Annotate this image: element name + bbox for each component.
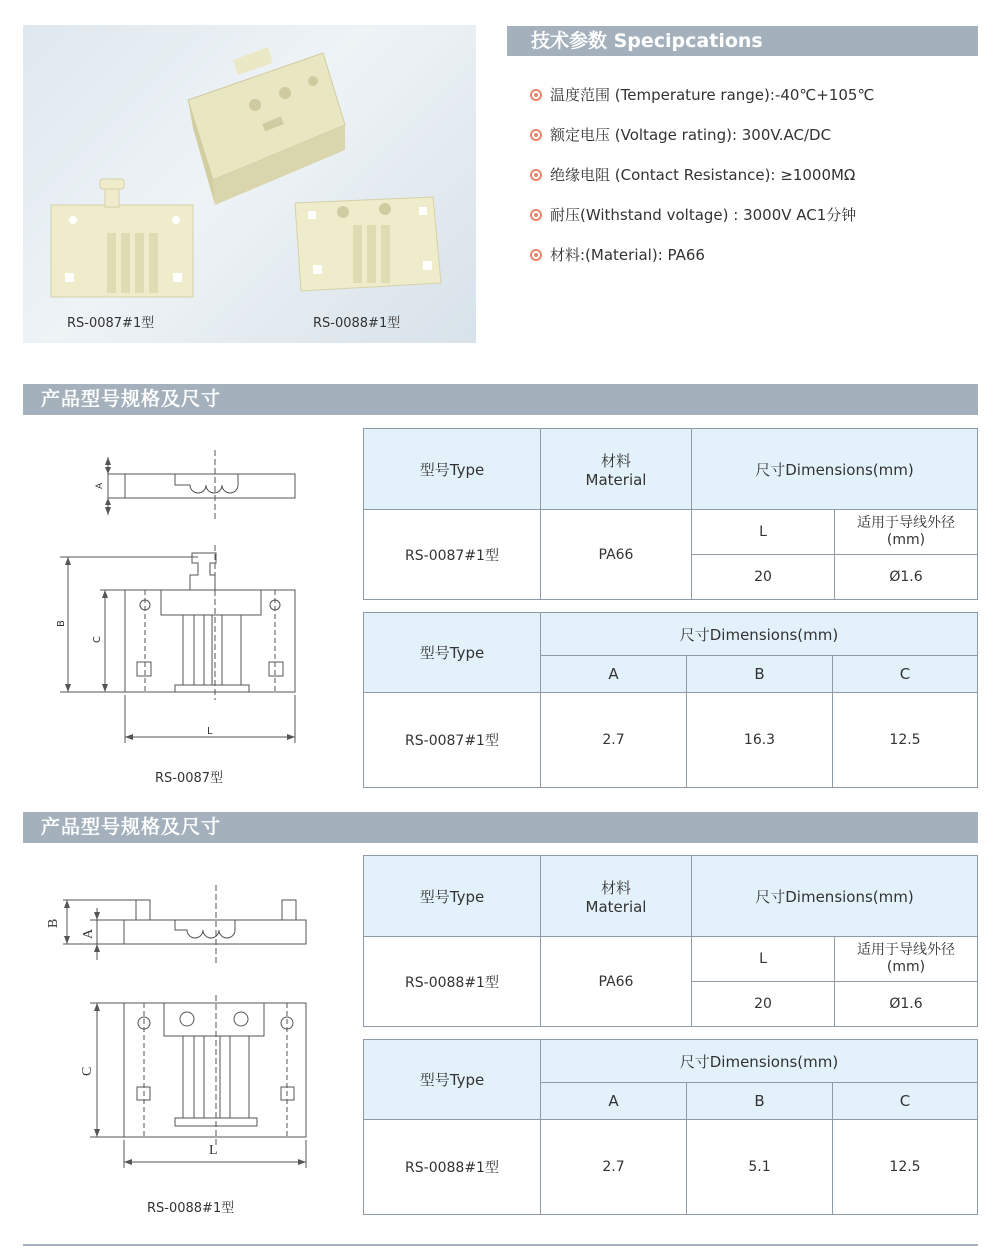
spec-item-voltage: 额定电压 (Voltage rating): 300V.AC/DC xyxy=(530,115,874,155)
sub-header-b: B xyxy=(687,1083,833,1120)
sub-header-a: A xyxy=(541,656,687,693)
cell-model: RS-0087#1型 xyxy=(364,510,541,600)
cell-model: RS-0088#1型 xyxy=(364,1120,541,1215)
sub-header-l: L xyxy=(692,937,835,982)
col-type-header: 型号Type xyxy=(364,429,541,510)
connector-rs-0088 xyxy=(295,197,441,291)
rs-0088-technical-drawing xyxy=(35,880,325,1180)
col-dimensions-header: 尺寸Dimensions(mm) xyxy=(541,613,978,656)
drawing-label-rs-0088: RS-0088#1型 xyxy=(147,1201,235,1216)
cell-material: PA66 xyxy=(541,510,692,600)
bullet-icon xyxy=(530,209,542,221)
product-photo-illustration xyxy=(23,25,476,343)
footer-divider xyxy=(23,1244,978,1246)
rs-0087-technical-drawing xyxy=(50,445,320,745)
cell-material: PA66 xyxy=(541,937,692,1027)
cell-a-value: 2.7 xyxy=(541,693,687,788)
spec-item-resistance: 绝缘电阻 (Contact Resistance): ≥1000MΩ xyxy=(530,155,874,195)
dim-b-label: B xyxy=(46,918,61,928)
cell-model: RS-0088#1型 xyxy=(364,937,541,1027)
sub-header-l: L xyxy=(692,510,835,555)
cell-b-value: 5.1 xyxy=(687,1120,833,1215)
spec-item-withstand: 耐压(Withstand voltage) : 3000V AC1分钟 xyxy=(530,195,874,235)
bullet-icon xyxy=(530,129,542,141)
sub-header-c: C xyxy=(833,1083,978,1120)
connector-block-large xyxy=(188,47,345,205)
dim-a-label: A xyxy=(95,482,105,489)
bullet-icon xyxy=(530,89,542,101)
section1-title: 产品型号规格及尺寸 xyxy=(23,384,978,415)
sub-header-a: A xyxy=(541,1083,687,1120)
sub-header-wire: 适用于导线外径 (mm) xyxy=(835,937,978,982)
cell-c-value: 12.5 xyxy=(833,693,978,788)
col-type-header: 型号Type xyxy=(364,1040,541,1120)
specs-list xyxy=(530,75,874,275)
col-type-header: 型号Type xyxy=(364,613,541,693)
col-material-header: 材料 Material xyxy=(541,856,692,937)
cell-b-value: 16.3 xyxy=(687,693,833,788)
bullet-icon xyxy=(530,249,542,261)
col-material-header: 材料 Material xyxy=(541,429,692,510)
dim-l-label: L xyxy=(207,726,213,737)
col-dimensions-header: 尺寸Dimensions(mm) xyxy=(692,429,978,510)
cell-c-value: 12.5 xyxy=(833,1120,978,1215)
dim-l-label: L xyxy=(209,1143,218,1158)
specs-title: 技术参数 Specipcations xyxy=(507,26,978,56)
dim-c-label: C xyxy=(92,636,103,643)
cell-wire-value: Ø1.6 xyxy=(835,982,978,1027)
section1-table-material xyxy=(363,428,978,600)
dim-a-label: A xyxy=(81,928,96,939)
photo-label-rs-0088: RS-0088#1型 xyxy=(313,316,401,331)
product-photo xyxy=(23,25,476,343)
dim-b-label: B xyxy=(56,620,67,627)
col-dimensions-header: 尺寸Dimensions(mm) xyxy=(541,1040,978,1083)
cell-a-value: 2.7 xyxy=(541,1120,687,1215)
section2-table-dimensions xyxy=(363,1039,978,1215)
col-dimensions-header: 尺寸Dimensions(mm) xyxy=(692,856,978,937)
cell-l-value: 20 xyxy=(692,982,835,1027)
bullet-icon xyxy=(530,169,542,181)
connector-rs-0087 xyxy=(51,179,193,297)
spec-item-temperature: 温度范围 (Temperature range):-40℃+105℃ xyxy=(530,75,874,115)
cell-l-value: 20 xyxy=(692,555,835,600)
section2-title: 产品型号规格及尺寸 xyxy=(23,812,978,843)
section2-table-material xyxy=(363,855,978,1027)
sub-header-wire: 适用于导线外径 (mm) xyxy=(835,510,978,555)
spec-item-material: 材料:(Material): PA66 xyxy=(530,235,874,275)
sub-header-c: C xyxy=(833,656,978,693)
cell-model: RS-0087#1型 xyxy=(364,693,541,788)
cell-wire-value: Ø1.6 xyxy=(835,555,978,600)
photo-label-rs-0087: RS-0087#1型 xyxy=(67,316,155,331)
section1-table-dimensions xyxy=(363,612,978,788)
sub-header-b: B xyxy=(687,656,833,693)
col-type-header: 型号Type xyxy=(364,856,541,937)
drawing-label-rs-0087: RS-0087型 xyxy=(155,771,224,786)
dim-c-label: C xyxy=(80,1066,95,1076)
